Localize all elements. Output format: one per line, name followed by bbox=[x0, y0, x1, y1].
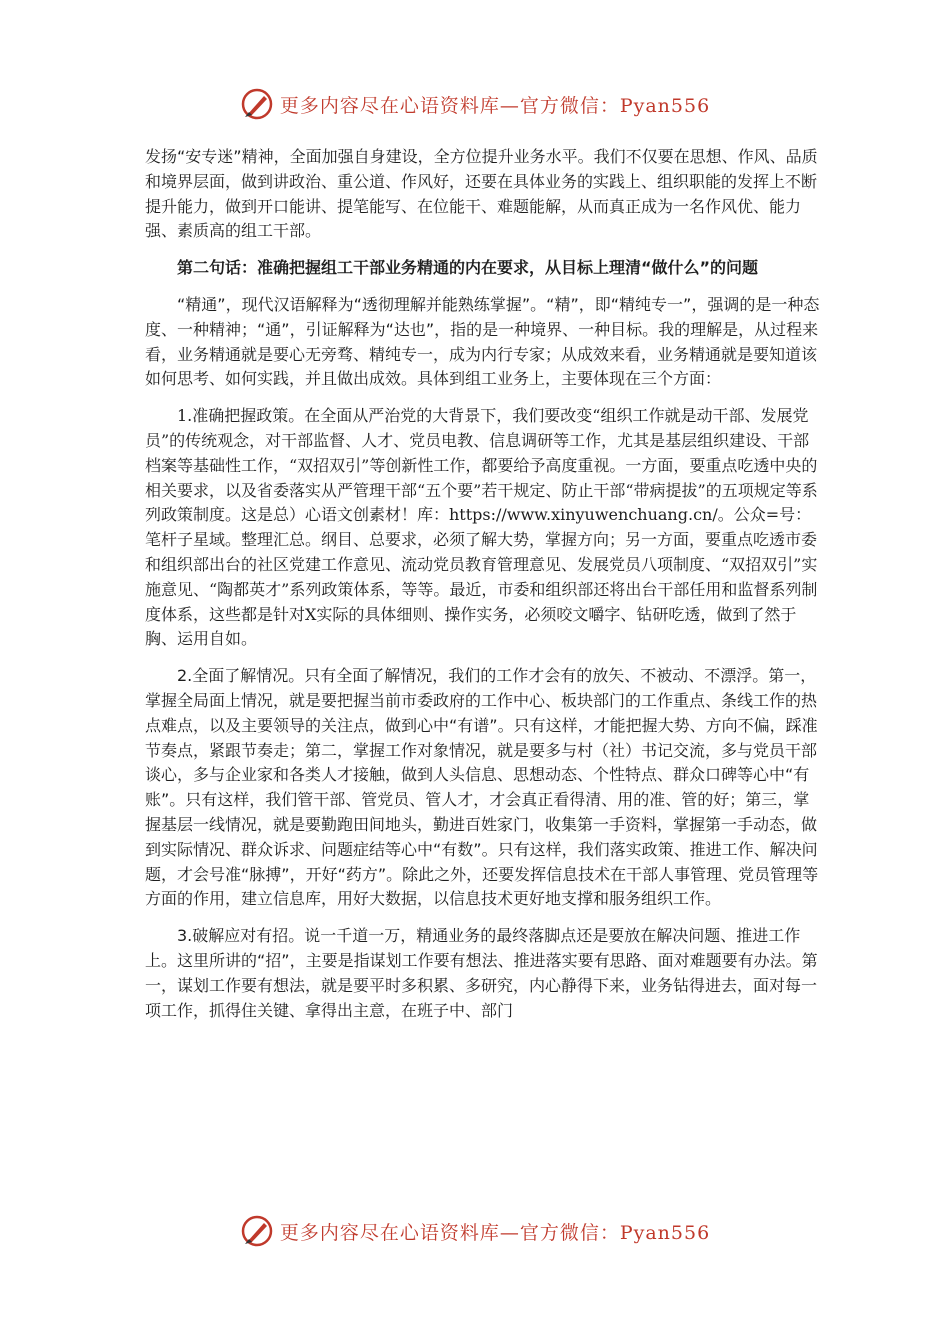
pen-nib-circle-icon bbox=[240, 87, 274, 121]
header-banner bbox=[0, 84, 950, 124]
paragraph-definition: “精通”，现代汉语解释为“透彻理解并能熟练掌握”。“精”，即“精纯专一”，强调的是一种态度、一种精神；“通”，引证解释为“达也”，指的是一种境界、一种目标。我的理解是，从过程来看，业务精通就是要心无旁骛、精纯专一，成为内行专家；从成效来看，业务精通就是要知道该如何思考、如何实践，并且做出成效。具体到组工业务上，主要体现在三个方面： bbox=[145, 294, 820, 389]
paragraph-policy: 1.准确把握政策。在全面从严治党的大背景下，我们要改变“组织工作就是动干部、发展党员”的传统观念，对干部监督、人才、党员电教、信息调研等工作，尤其是基层组织建设、干部档案等基础性工作，“双招双引”等创新性工作，都要给予高度重视。一方面，要重点吃透中央的相关要求，以及省委落实从严管理干部“五个要”若干规定、防止干部“带病提拔”的五项规定等系列政策制度。这是总）心语文创素材！库：https://www.xinyuwenchuang.cn/。公众=号：笔杆子星域。整理汇总。纲目、总要求，必须了解大势，掌握方向；另一方面，要重点吃透市委和组织部出台的社区党建工作意见、流动党员教育管理意见、发展党员八项制度、“双招双引”实施意见、“陶都英才”系列政策体系，等等。最近，市委和组织部还将出台干部任用和监督系列制度体系，这些都是针对X实际的具体细则、操作实务，必须咬文嚼字、钻研吃透，做到了然于胸、运用自如。 bbox=[145, 406, 818, 649]
paragraph-solutions: 3.破解应对有招。说一千道一万，精通业务的最终落脚点还是要放在解决问题、推进工作上。这里所讲的“招”，主要是指谋划工作要有想法、推进落实要有思路、面对难题要有办法。第一，谋划工作要有想法，就是要平时多积累、多研究，内心静得下来，业务钻得进去，面对每一项工作，抓得住关键、拿得出主意，在班子中、部门 bbox=[145, 926, 818, 1020]
pen-nib-circle-icon bbox=[240, 1214, 274, 1248]
banner-text: 更多内容尽在心语资料库—官方微信：Pyan556 bbox=[279, 94, 711, 117]
section-heading bbox=[145, 256, 825, 281]
document-body bbox=[145, 145, 825, 1035]
banner-text: 更多内容尽在心语资料库—官方微信：Pyan556 bbox=[279, 1221, 711, 1244]
paragraph-situation: 2.全面了解情况。只有全面了解情况，我们的工作才会有的放矢、不被动、不漂浮。第一，掌握全局面上情况，就是要把握当前市委政府的工作中心、板块部门的工作重点、条线工作的热点难点，以及主要领导的关注点，做到心中“有谱”。只有这样，才能把握大势、方向不偏，踩准节奏点，紧跟节奏走；第二，掌握工作对象情况，就是要多与村（社）书记交流，多与党员干部谈心，多与企业家和各类人才接触，做到人头信息、思想动态、个性特点、群众口碑等心中“有账”。只有这样，我们管干部、管党员、管人才，才会真正看得清、用的准、管的好；第三，掌握基层一线情况，就是要勤跑田间地头，勤进百姓家门，收集第一手资料，掌握第一手动态，做到实际情况、群众诉求、问题症结等心中“有数”。只有这样，我们落实政策、推进工作、解决问题，才会号准“脉搏”，开好“药方”。除此之外，还要发挥信息技术在干部人事管理、党员管理等方面的作用，建立信息库，用好大数据，以信息技术更好地支撑和服务组织工作。 bbox=[145, 666, 819, 909]
section-heading-text: 第二句话：准确把握组工干部业务精通的内在要求，从目标上理清“做什么”的问题 bbox=[177, 258, 759, 278]
paragraph-intro: 发扬“安专迷”精神，全面加强自身建设，全方位提升业务水平。我们不仅要在思想、作风、品质和境界层面，做到讲政治、重公道、作风好，还要在具体业务的实践上、组织职能的发挥上不断提升能力，做到开口能讲、提笔能写、在位能干、难题能解，从而真正成为一名作风优、能力强、素质高的组工干部。 bbox=[145, 147, 818, 241]
footer-banner bbox=[0, 1211, 950, 1251]
